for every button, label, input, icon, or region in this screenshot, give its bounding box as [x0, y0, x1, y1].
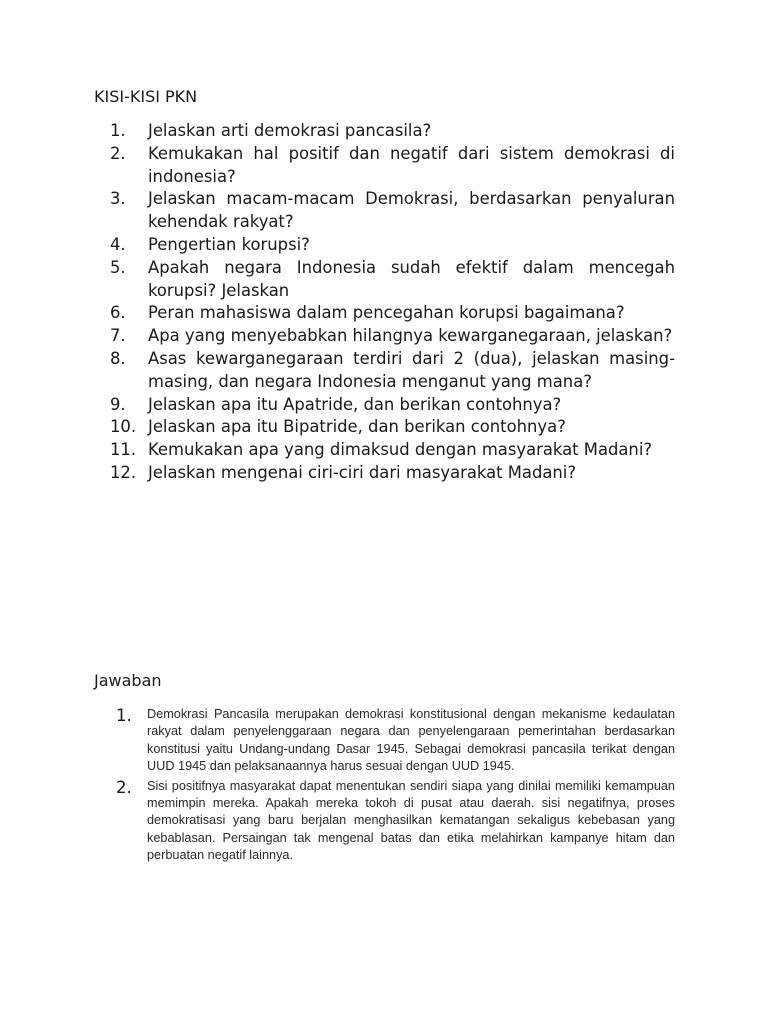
question-text: Jelaskan apa itu Bipatride, dan berikan contohnya? [148, 417, 566, 437]
answer-text: Sisi positifnya masyarakat dapat menentukan sendiri siapa yang dinilai memiliki kemampuan memimpin mereka. Apakah mereka tokoh di pusat atau daerah. sisi negatifnya, proses demokratisasi yang baru berjalan menghasilkan kematangan sekaligus kebebasan yang kebablasan. Persaingan tak mengenal batas dan etika melahirkan kampanye hitam dan perbuatan negatif lainnya. [147, 778, 675, 863]
question-number: 8. [110, 348, 126, 368]
question-item [110, 120, 675, 143]
question-list [110, 120, 675, 485]
question-item [110, 348, 675, 394]
answer-item [116, 706, 675, 776]
question-number: 12. [110, 462, 137, 482]
question-item [110, 188, 675, 234]
question-text: Jelaskan apa itu Apatride, dan berikan contohnya? [148, 394, 562, 414]
question-number: 9. [110, 394, 126, 414]
question-text: Kemukakan hal positif dan negatif dari sistem demokrasi di indonesia? [148, 143, 675, 186]
question-item [110, 143, 675, 189]
question-text: Jelaskan mengenai ciri-ciri dari masyarakat Madani? [148, 462, 577, 482]
answer-number: 2. [116, 777, 132, 797]
question-text: Apakah negara Indonesia sudah efektif dalam mencegah korupsi? Jelaskan [148, 257, 675, 300]
question-item [110, 257, 675, 303]
question-item [110, 462, 675, 485]
question-number: 1. [110, 121, 126, 140]
question-number: 5. [110, 257, 126, 277]
question-number: 6. [110, 303, 126, 323]
question-number: 11. [110, 440, 137, 460]
document-title: KISI-KISI PKN [94, 87, 198, 106]
question-number: 7. [110, 326, 126, 346]
question-text: Asas kewarganegaraan terdiri dari 2 (dua), jelaskan masing-masing, dan negara Indonesia menganut yang mana? [148, 348, 675, 391]
answer-text: Demokrasi Pancasila merupakan demokrasi konstitusional dengan mekanisme kedaulatan rakyat dalam penyelenggaraan negara dan penyelengaraan pemerintahan berdasarkan konstitusi yaitu Undang-undang Dasar 1945. Sebagai demokrasi pancasila terikat dengan UUD 1945 dan pelaksanaannya harus sesuai dengan UUD 1945. [147, 707, 675, 774]
question-text: Pengertian korupsi? [148, 234, 310, 254]
question-item [110, 302, 675, 325]
question-item [110, 234, 675, 257]
question-item [110, 325, 675, 348]
question-item [110, 394, 675, 417]
question-text: Peran mahasiswa dalam pencegahan korupsi bagaimana? [148, 303, 625, 323]
question-number: 2. [110, 143, 126, 163]
question-text: Jelaskan arti demokrasi pancasila? [148, 121, 432, 140]
question-number: 10. [110, 417, 137, 437]
question-item [110, 416, 675, 439]
answers-heading: Jawaban [94, 671, 162, 690]
question-text: Kemukakan apa yang dimaksud dengan masyarakat Madani? [148, 440, 653, 460]
answer-list [116, 706, 675, 865]
question-text: Jelaskan macam-macam Demokrasi, berdasarkan penyaluran kehendak rakyat? [148, 189, 675, 232]
question-item [110, 439, 675, 462]
answer-number: 1. [116, 706, 132, 725]
question-text: Apa yang menyebabkan hilangnya kewarganegaraan, jelaskan? [148, 326, 673, 346]
question-number: 3. [110, 189, 126, 209]
question-number: 4. [110, 234, 126, 254]
answer-item [116, 778, 675, 865]
